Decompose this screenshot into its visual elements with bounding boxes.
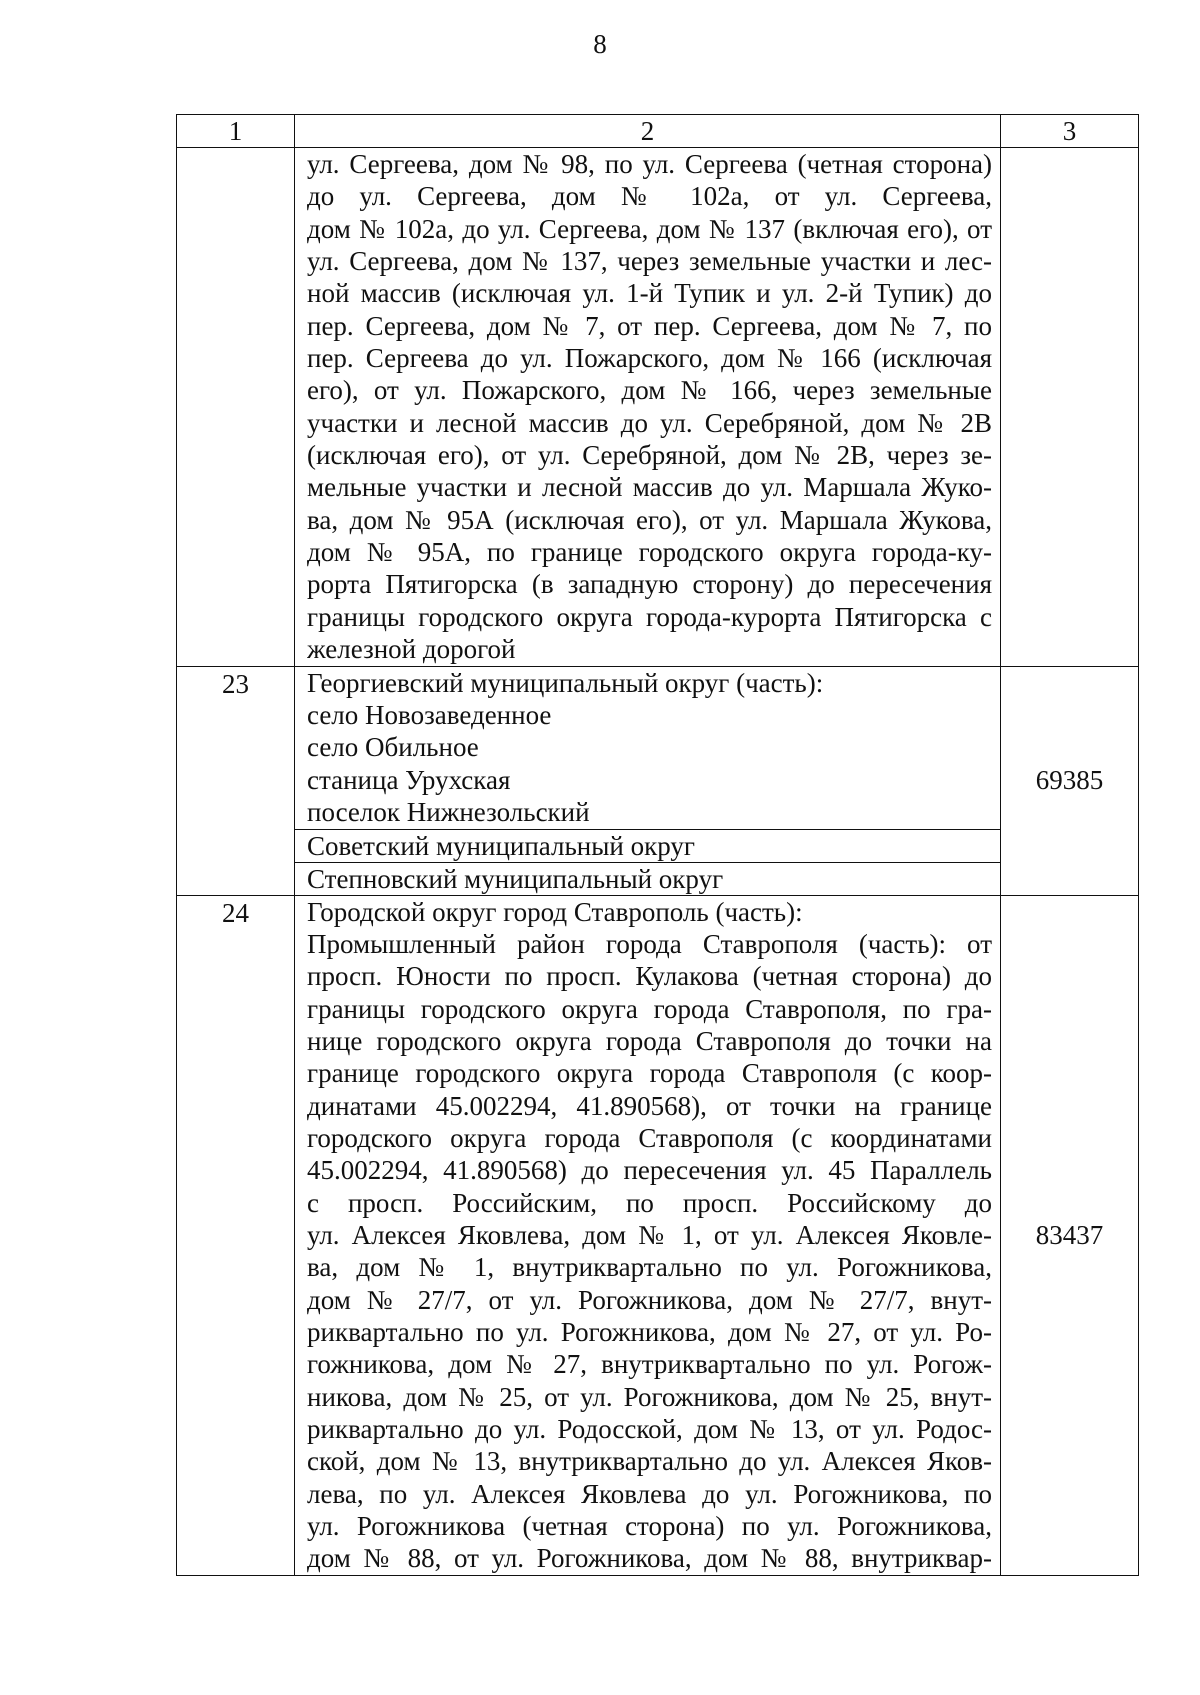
row-24-description <box>295 895 1001 1575</box>
text-line: нице городского округа города Ставрополя до точки на <box>307 1025 992 1056</box>
table-row-23-extra-1 <box>177 829 1139 862</box>
text-line: ной массив (исключая ул. 1-й Тупик и ул. 2-й Тупик) до <box>307 278 992 309</box>
text-line: Промышленный район города Ставрополя (часть): от <box>307 928 992 959</box>
row-24-heading: Городской округ город Ставрополь (часть): <box>307 896 803 927</box>
text-line: ул. Рогожникова (четная сторона) по ул. Рогожникова, <box>307 1511 992 1542</box>
text-line: его), от ул. Пожарского, дом № 166, через земельные <box>307 375 992 406</box>
row-population-cell <box>1001 148 1139 667</box>
table-row-24 <box>177 895 1139 1575</box>
row-23-description <box>295 666 1001 829</box>
text-line: ул. Алексея Яковлева, дом № 1, от ул. Алексея Яковле- <box>307 1219 992 1250</box>
text-line: границы городского округа города Ставрополя, по гра- <box>307 993 992 1024</box>
text-line: городского округа города Ставрополя (с координатами <box>307 1122 992 1153</box>
row-23-extra-1: Советский муниципальный округ <box>295 829 1001 862</box>
row-23-extra-2: Степновский муниципальный округ <box>295 862 1001 895</box>
table-header-row <box>177 115 1139 148</box>
row-23-item-0: Георгиевский муниципальный округ (часть): <box>307 667 824 698</box>
table-row-continuation <box>177 148 1139 667</box>
text-line: (исключая его), от ул. Серебряной, дом № 2В, через зе- <box>307 440 992 471</box>
row-number: 24 <box>177 895 295 1575</box>
text-line: просп. Юности по просп. Кулакова (четная сторона) до <box>307 961 992 992</box>
text-line: пер. Сергеева, дом № 7, от пер. Сергеева, дом № 7, по <box>307 310 992 341</box>
table-row-23-extra-2 <box>177 862 1139 895</box>
text-line: риквартально до ул. Родосской, дом № 13, от ул. Родос- <box>307 1414 992 1445</box>
text-line: пер. Сергеева до ул. Пожарского, дом № 166 (исключая <box>307 343 992 374</box>
text-line: динатами 45.002294, 41.890568), от точки на границе <box>307 1090 992 1121</box>
header-col-2: 2 <box>295 115 1001 148</box>
text-line: границы городского округа города-курорта Пятигорска с <box>307 601 992 632</box>
text-line: ва, дом № 1, внутриквартально по ул. Рогожникова, <box>307 1252 992 1283</box>
text-line: дом № 95А, по границе городского округа города-ку- <box>307 537 992 568</box>
text-line: никова, дом № 25, от ул. Рогожникова, дом № 25, внут- <box>307 1381 992 1412</box>
text-line: рорта Пятигорска (в западную сторону) до пересечения <box>307 569 992 600</box>
header-col-1: 1 <box>177 115 295 148</box>
text-line: риквартально по ул. Рогожникова, дом № 27, от ул. Ро- <box>307 1317 992 1347</box>
text-line: участки и лесной массив до ул. Серебряной, дом № 2В <box>307 407 992 438</box>
text-line: ул. Сергеева, дом № 137, через земельные участки и лес- <box>307 246 992 277</box>
row-number: 23 <box>177 666 295 895</box>
row-23-item-1: село Новозаведенное <box>307 699 552 730</box>
text-line: ской, дом № 13, внутриквартально до ул. Алексея Яков- <box>307 1446 992 1477</box>
text-line: мельные участки и лесной массив до ул. Маршала Жуко- <box>307 472 992 503</box>
row-number-cell <box>177 148 295 667</box>
row-description <box>295 148 1001 667</box>
text-line: гожникова, дом № 27, внутриквартально по ул. Рогож- <box>307 1349 992 1380</box>
row-population: 83437 <box>1001 895 1139 1575</box>
page-number: 8 <box>593 29 607 59</box>
text-line: ул. Сергеева, дом № 98, по ул. Сергеева (четная сторона) <box>307 149 992 179</box>
text-line: дом № 88, от ул. Рогожникова, дом № 88, внутриквар- <box>307 1543 992 1574</box>
text-line: 45.002294, 41.890568) до пересечения ул. 45 Параллель <box>307 1155 992 1186</box>
header-col-3: 3 <box>1001 115 1139 148</box>
text-line: лева, по ул. Алексея Яковлева до ул. Рогожникова, по <box>307 1478 992 1509</box>
text-line: до ул. Сергеева, дом № 102а, от ул. Сергеева, <box>307 181 992 212</box>
text-line: с просп. Российским, по просп. Российскому до <box>307 1187 992 1218</box>
text-line: железной дорогой <box>307 634 516 665</box>
text-line: дом № 102а, до ул. Сергеева, дом № 137 (включая его), от <box>307 213 992 244</box>
row-23-item-3: станица Урухская <box>307 764 511 795</box>
district-table <box>176 114 1139 1576</box>
text-line: ва, дом № 95А (исключая его), от ул. Маршала Жукова, <box>307 504 992 535</box>
text-line: границе городского округа города Ставрополя (с коор- <box>307 1058 992 1089</box>
table-row-23 <box>177 666 1139 829</box>
row-23-item-2: село Обильное <box>307 732 479 763</box>
row-population: 69385 <box>1001 666 1139 895</box>
text-line: дом № 27/7, от ул. Рогожникова, дом № 27/7, внут- <box>307 1284 992 1315</box>
row-23-item-4: поселок Нижнезольский <box>307 797 590 828</box>
